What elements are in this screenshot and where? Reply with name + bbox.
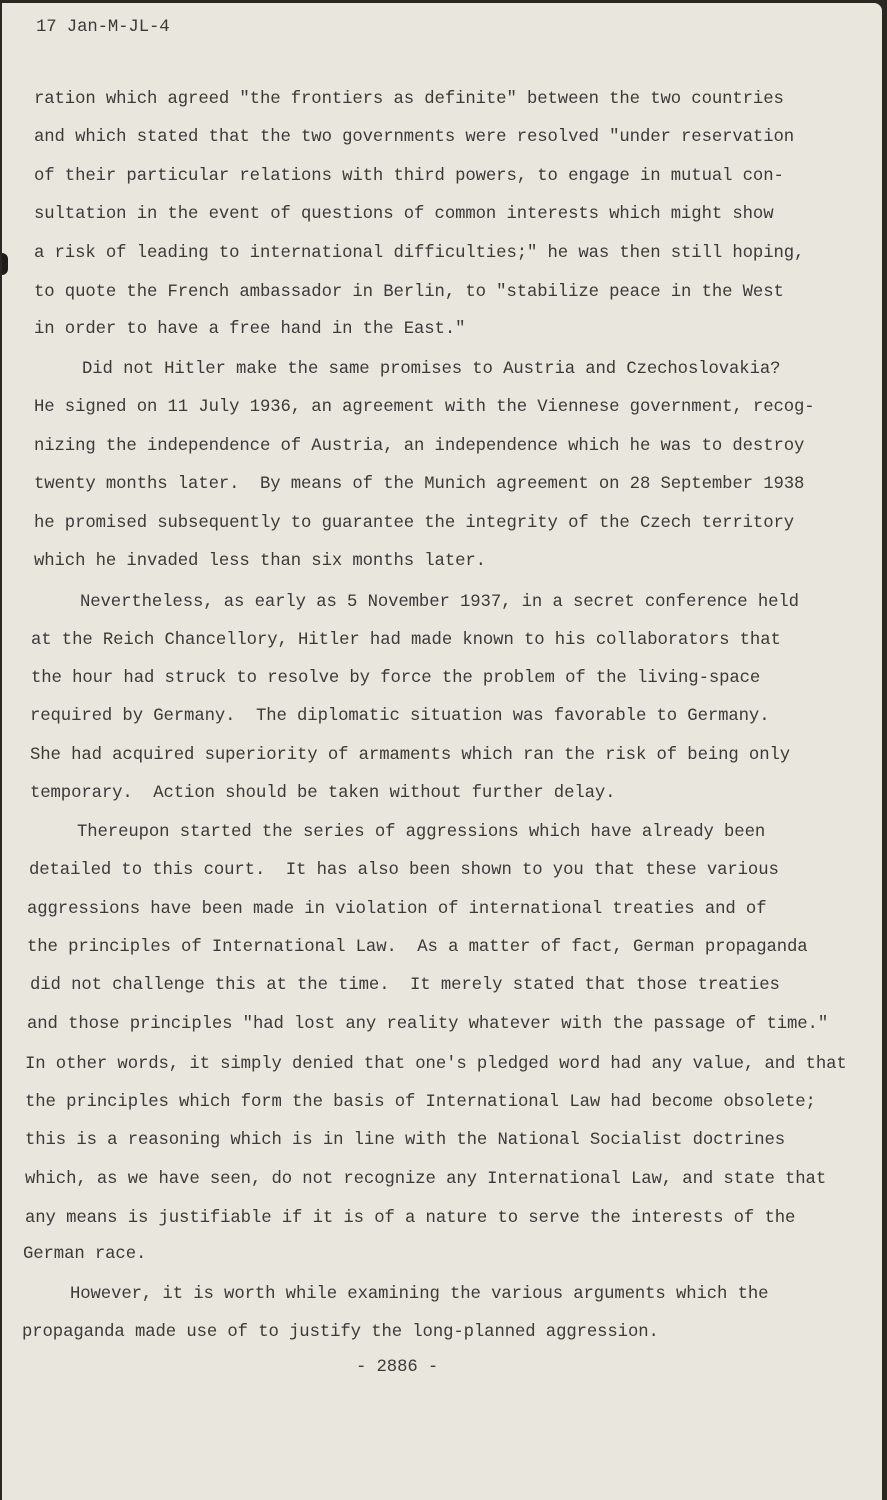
text-line: which he invaded less than six months later.: [34, 552, 486, 571]
text-line: this is a reasoning which is in line with the National Socialist doctrines: [25, 1131, 786, 1150]
text-line: of their particular relations with third powers, to engage in mutual con-: [34, 167, 784, 186]
text-line: sultation in the event of questions of common interests which might show: [34, 205, 774, 224]
text-line: the principles which form the basis of International Law had become obsolete;: [25, 1093, 816, 1112]
text-line: aggressions have been made in violation of international treaties and of: [27, 900, 767, 919]
text-line: required by Germany. The diplomatic situation was favorable to Germany.: [30, 707, 770, 726]
text-line: a risk of leading to international difficulties;" he was then still hoping,: [34, 244, 805, 263]
text-line: In other words, it simply denied that one's pledged word had any value, and that: [25, 1055, 847, 1074]
text-line: temporary. Action should be taken without further delay.: [30, 784, 616, 803]
text-line: he promised subsequently to guarantee the integrity of the Czech territory: [34, 514, 795, 533]
text-line: However, it is worth while examining the various arguments which the: [70, 1285, 769, 1304]
page-number: - 2886 -: [356, 1358, 439, 1377]
text-line: nizing the independence of Austria, an independence which he was to destroy: [34, 437, 805, 456]
text-line: the principles of International Law. As a matter of fact, German propaganda: [27, 938, 808, 957]
text-line: Thereupon started the series of aggressions which have already been: [77, 823, 766, 842]
text-line: ration which agreed "the frontiers as definite" between the two countries: [34, 90, 784, 109]
text-line: the hour had struck to resolve by force the problem of the living-space: [31, 669, 761, 688]
text-line: propaganda made use of to justify the long-planned aggression.: [22, 1323, 659, 1342]
text-line: and those principles "had lost any reality whatever with the passage of time.": [27, 1015, 829, 1034]
text-line: did not challenge this at the time. It merely stated that those treaties: [30, 976, 780, 995]
text-line: and which stated that the two governments were resolved "under reservation: [34, 128, 795, 147]
text-line: twenty months later. By means of the Munich agreement on 28 September 1938: [34, 475, 805, 494]
document-page: [2, 3, 882, 1500]
text-line: any means is justifiable if it is of a nature to serve the interests of the: [25, 1209, 796, 1228]
text-line: German race.: [23, 1245, 147, 1264]
text-line: He signed on 11 July 1936, an agreement with the Viennese government, recog-: [34, 398, 815, 417]
text-line: to quote the French ambassador in Berlin, to "stabilize peace in the West: [34, 283, 784, 302]
text-line: at the Reich Chancellory, Hitler had made known to his collaborators that: [31, 631, 781, 650]
text-line: which, as we have seen, do not recognize any International Law, and state that: [25, 1170, 827, 1189]
text-line: detailed to this court. It has also been shown to you that these various: [29, 861, 779, 880]
punch-hole: [2, 253, 8, 275]
text-line: in order to have a free hand in the East.": [34, 320, 466, 339]
text-line: Nevertheless, as early as 5 November 1937, in a secret conference held: [80, 593, 799, 612]
text-line: Did not Hitler make the same promises to Austria and Czechoslovakia?: [82, 360, 781, 379]
text-line: She had acquired superiority of armaments which ran the risk of being only: [30, 746, 791, 765]
document-reference: 17 Jan-M-JL-4: [36, 18, 170, 37]
